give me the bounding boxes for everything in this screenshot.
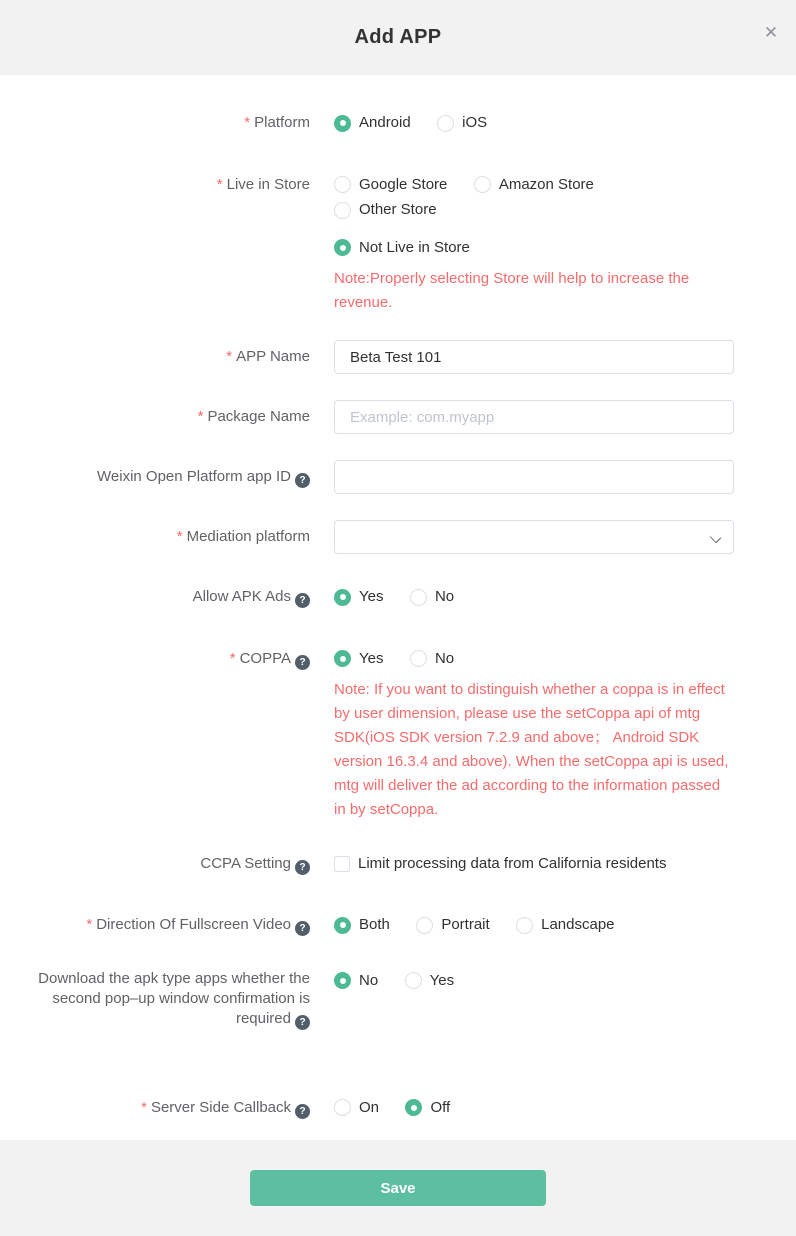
dialog-body [0, 75, 796, 1140]
radio-apk-ads-no[interactable]: No [410, 585, 454, 609]
radio-unchecked-icon [405, 972, 422, 989]
radio-checked-icon [334, 650, 351, 667]
radio-coppa-no[interactable]: No [410, 647, 454, 671]
row-weixin-app-id [0, 460, 796, 494]
radio-unchecked-icon [410, 589, 427, 606]
radio-platform-ios[interactable]: iOS [437, 111, 487, 135]
ccpa-checkbox-option[interactable]: Limit processing data from California residents [334, 852, 666, 876]
radio-checked-icon [334, 972, 351, 989]
save-button[interactable]: Save [250, 1170, 546, 1206]
radio-download-confirm-yes[interactable]: Yes [405, 969, 454, 993]
weixin-app-id-input[interactable] [334, 460, 734, 494]
radio-unchecked-icon [516, 917, 533, 934]
radio-callback-on[interactable]: On [334, 1096, 379, 1120]
radio-unchecked-icon [437, 115, 454, 132]
radio-coppa-yes[interactable]: Yes [334, 647, 383, 671]
help-icon[interactable]: ? [295, 1104, 310, 1119]
help-icon[interactable]: ? [295, 655, 310, 670]
row-fullscreen-direction [0, 913, 796, 939]
dialog-title: Add APP [354, 26, 442, 48]
row-server-side-callback [0, 1096, 796, 1122]
radio-unchecked-icon [334, 1099, 351, 1116]
chevron-down-icon [710, 532, 721, 543]
coppa-note: Note: If you want to distinguish whether a coppa is in effect by user dimension, please use the setCoppa api of mtg SDK(iOS SDK version 7.2.9 and above； Android SDK version 16.3.4 and above). When the setCoppa api is used, mtg will deliver the ad according to the information passed in by setCoppa. [334, 681, 729, 818]
package-name-input[interactable] [334, 400, 734, 434]
help-icon[interactable]: ? [295, 1015, 310, 1030]
radio-amazon-store[interactable]: Amazon Store [474, 173, 594, 197]
radio-direction-landscape[interactable]: Landscape [516, 913, 614, 937]
radio-checked-icon [405, 1099, 422, 1116]
store-options-line2 [334, 236, 734, 262]
checkbox-unchecked-icon [334, 856, 350, 872]
row-app-name [0, 340, 796, 374]
radio-google-store[interactable]: Google Store [334, 173, 447, 197]
radio-checked-icon [334, 239, 351, 256]
row-platform [0, 111, 796, 137]
live-in-store-label: * Live in Store [0, 173, 310, 197]
radio-unchecked-icon [334, 202, 351, 219]
mediation-platform-label: * Mediation platform [0, 520, 310, 554]
radio-apk-ads-yes[interactable]: Yes [334, 585, 383, 609]
radio-checked-icon [334, 917, 351, 934]
row-live-in-store [0, 173, 796, 316]
help-icon[interactable]: ? [295, 473, 310, 488]
radio-other-store[interactable]: Other Store [334, 198, 437, 222]
radio-checked-icon [334, 589, 351, 606]
row-package-name [0, 400, 796, 434]
row-coppa [0, 647, 796, 823]
store-note: Note:Properly selecting Store will help to increase the revenue. [334, 270, 690, 311]
radio-direction-portrait[interactable]: Portrait [416, 913, 489, 937]
radio-callback-off[interactable]: Off [405, 1096, 450, 1120]
live-in-store-options [334, 173, 734, 316]
store-options-line1 [334, 173, 734, 224]
fullscreen-direction-label: * Direction Of Fullscreen Video ? [0, 913, 310, 937]
radio-unchecked-icon [416, 917, 433, 934]
help-icon[interactable]: ? [295, 921, 310, 936]
close-icon[interactable]: ✕ [763, 23, 779, 42]
dialog-header [0, 0, 796, 75]
help-icon[interactable]: ? [295, 593, 310, 608]
coppa-options [334, 647, 734, 673]
platform-options [334, 111, 734, 137]
app-name-input[interactable] [334, 340, 734, 374]
coppa-label: * COPPA ? [0, 647, 310, 671]
weixin-app-id-label: Weixin Open Platform app ID ? [0, 460, 310, 494]
apk-download-confirm-label: Download the apk type apps whether the second pop–up window confirmation is required ? [38, 969, 310, 1028]
app-name-label: * APP Name [0, 340, 310, 374]
mediation-platform-select[interactable] [334, 520, 734, 554]
radio-platform-android[interactable]: Android [334, 111, 411, 135]
radio-download-confirm-no[interactable]: No [334, 969, 378, 993]
radio-direction-both[interactable]: Both [334, 913, 390, 937]
server-side-callback-label: * Server Side Callback ? [0, 1096, 310, 1120]
radio-unchecked-icon [410, 650, 427, 667]
radio-unchecked-icon [334, 176, 351, 193]
help-icon[interactable]: ? [295, 860, 310, 875]
radio-unchecked-icon [474, 176, 491, 193]
dialog-footer [0, 1140, 796, 1236]
row-apk-download-confirm [0, 969, 796, 1030]
radio-not-live-in-store[interactable]: Not Live in Store [334, 236, 470, 260]
radio-checked-icon [334, 115, 351, 132]
row-mediation-platform [0, 520, 796, 554]
ccpa-setting-label: CCPA Setting ? [0, 852, 310, 876]
package-name-label: * Package Name [0, 400, 310, 434]
row-ccpa-setting [0, 852, 796, 877]
allow-apk-ads-label: Allow APK Ads ? [0, 585, 310, 609]
platform-label: * Platform [0, 111, 310, 135]
row-allow-apk-ads [0, 585, 796, 611]
